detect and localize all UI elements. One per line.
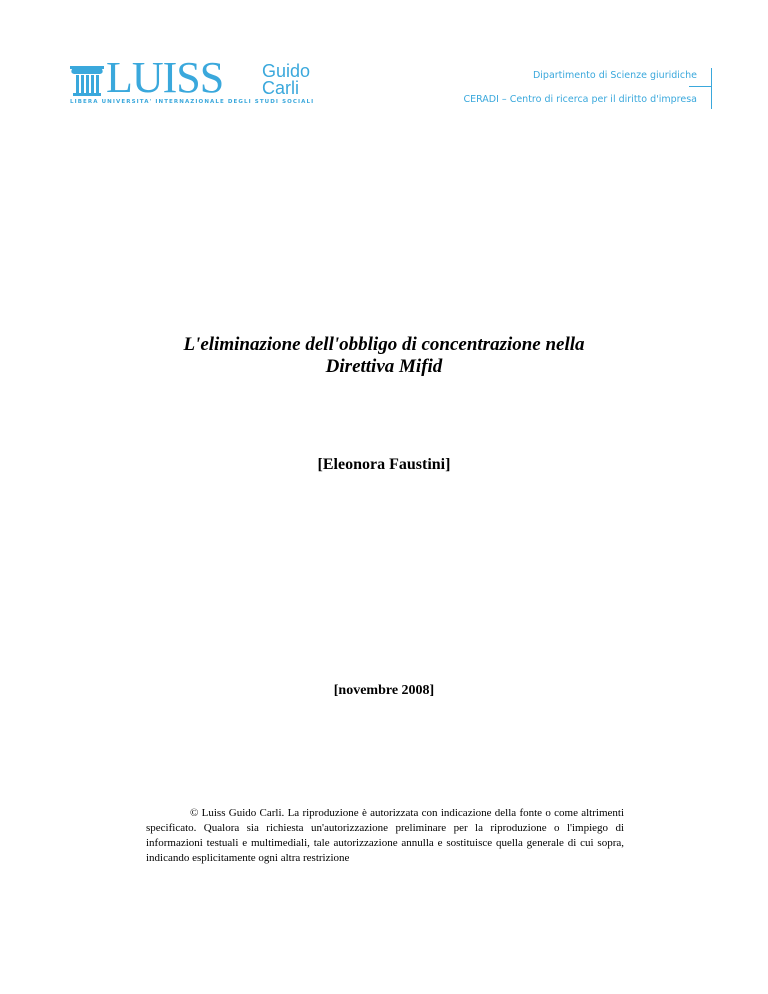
logo-tagline: LIBERA UNIVERSITA' INTERNAZIONALE DEGLI STUDI SOCIALI bbox=[70, 99, 315, 105]
copyright-text: © Luiss Guido Carli. La riproduzione è autorizzata con indicazione della fonte o come altrimenti specificato. Qualora sia richiesta un'autorizzazione preliminare per la riproduzione o l'impiego di informazioni testuali e multimediali, tale autorizzazione annulla e sostituisce quella generale di cui sopra, indicando esplicitamente ogni altra restrizione bbox=[146, 807, 624, 864]
department-block bbox=[463, 70, 704, 106]
research-center-name: CERADI – Centro di ricerca per il diritto d'impresa bbox=[463, 94, 697, 105]
department-name: Dipartimento di Scienze giuridiche bbox=[532, 70, 697, 81]
luiss-logo bbox=[70, 53, 315, 108]
document-title bbox=[0, 334, 768, 378]
header-rule-horizontal bbox=[689, 86, 712, 87]
logo-carli-text: Carli bbox=[262, 78, 300, 98]
header-rule-top bbox=[711, 68, 712, 86]
column-icon bbox=[70, 66, 104, 96]
document-author: [Eleonora Faustini] bbox=[317, 456, 451, 473]
copyright-notice bbox=[146, 806, 624, 866]
document-date: [novembre 2008] bbox=[333, 683, 435, 698]
title-line-2: Direttiva Mifid bbox=[325, 356, 443, 377]
title-line-1: L'eliminazione dell'obbligo di concentrazione nella bbox=[183, 334, 585, 355]
logo-guido-text: Guido bbox=[262, 61, 311, 81]
logo-luiss-text: LUISS bbox=[106, 53, 224, 102]
header-rule-bottom bbox=[711, 87, 712, 109]
